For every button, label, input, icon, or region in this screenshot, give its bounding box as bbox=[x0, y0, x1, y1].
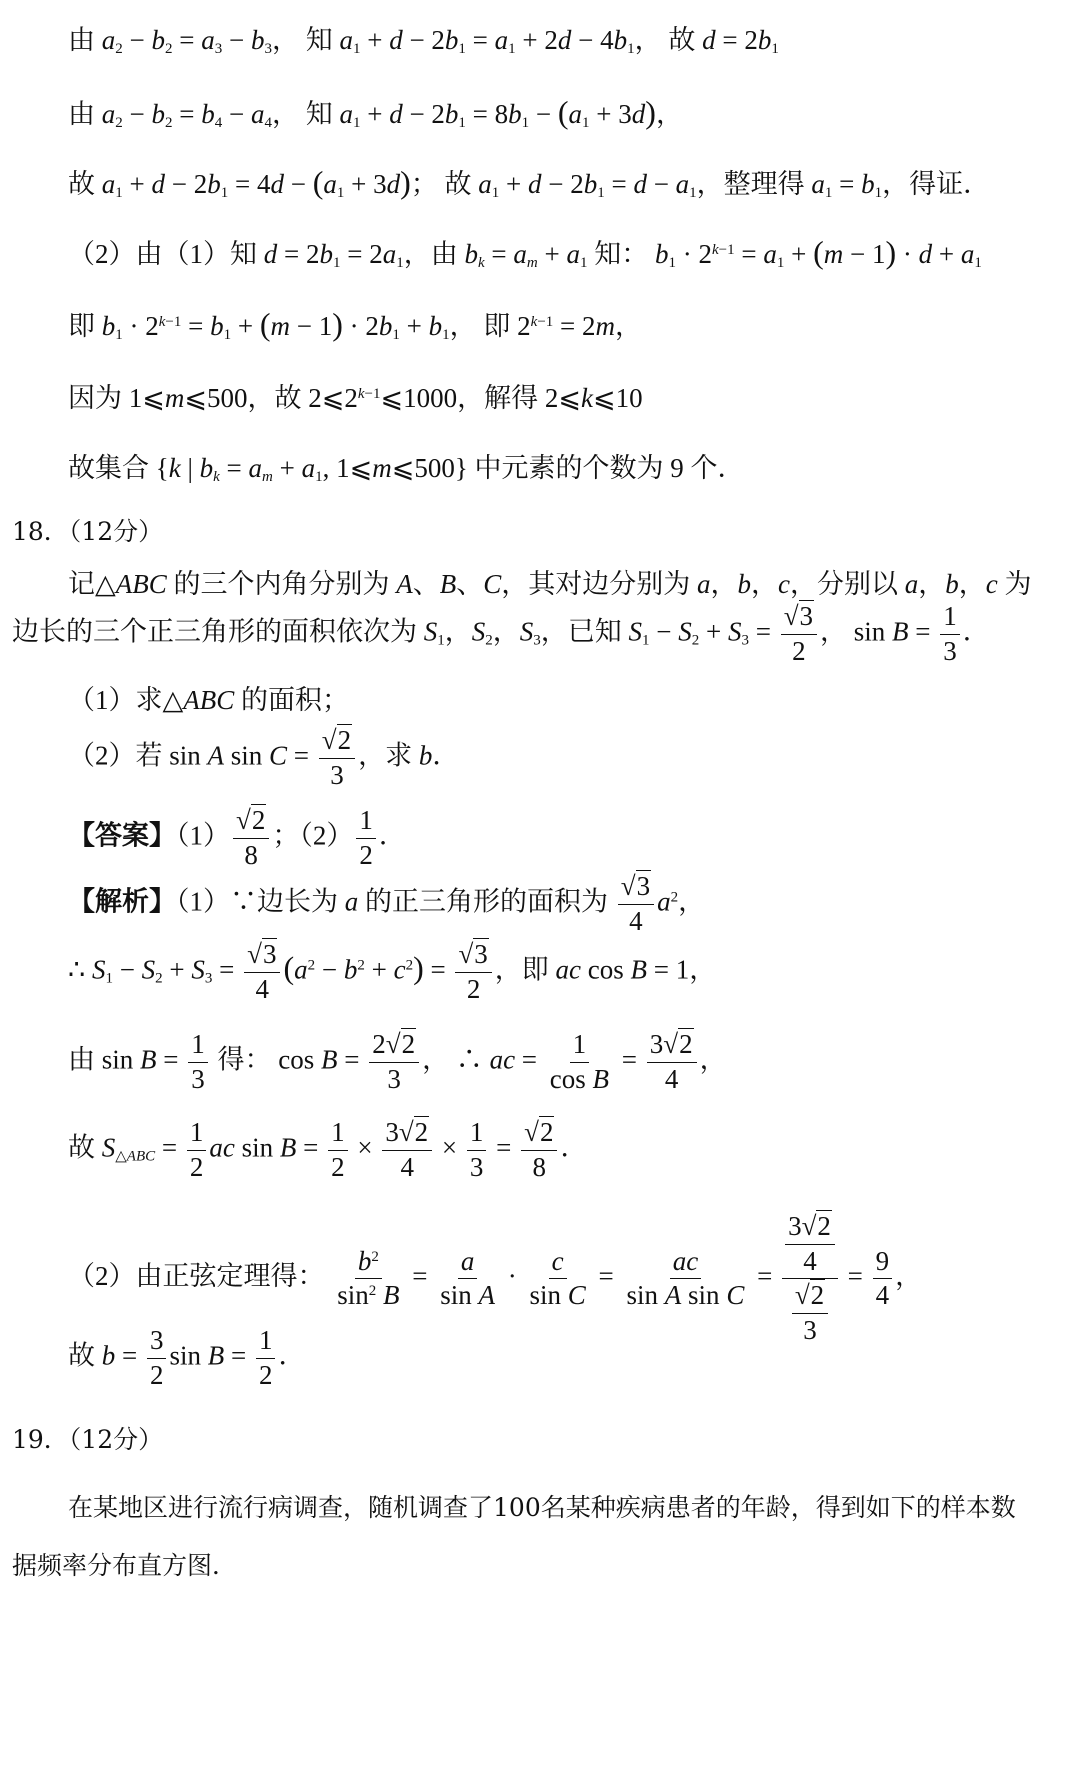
question-19-header: 19．（12分） bbox=[12, 1425, 164, 1454]
solution-18-line-2: ∴ $S_1 - S_2 + S_3$ = $\frac{√3}{4}$ $(a^2 - b^2 + c^2)$ = $\frac{√3}{2}$ ，即 ac cos B = 1， bbox=[68, 939, 717, 1004]
solution-18-line-4: 故 $S_{\triangle ABC}$ = $\frac{1}{2}$ ac sin B = $\frac{1}{2}$ × $\frac{3√2}{4}$ × $\frac{1}{3}$ = $\frac{√2}{8}$ ． bbox=[68, 1117, 588, 1182]
problem-18-statement-2: 边长的三个正三角形的面积依次为 $S_1$，$S_2$，$S_3$，已知 $S_1 - S_2 + S_3$ = $\frac{√3}{2}$ ， sin B = $\frac{1}{3}$ ． bbox=[12, 601, 990, 666]
solution-18-line-3: 由 sin B = $\frac{1}{3}$ 得： cos B = $\frac{2√2}{3}$ ， ∴ ac = $\frac{1}{\text{cos B}}$ = $\frac{3√2}{4}$ ， bbox=[68, 1029, 727, 1094]
proof-line-1: 由 $a_2 - b_2 = a_3 - b_3$， 知 $a_1 + d - 2b_1 = a_1 + 2d - 4b_1$， 故 $d = 2b_1$ bbox=[68, 25, 779, 57]
problem-18-part-1: （1）求△ABC 的面积； bbox=[68, 685, 350, 715]
question-18-header: 18．（12分） bbox=[12, 517, 164, 546]
proof-line-2: 由 $a_2 - b_2 = b_4 - a_4$， 知 $a_1 + d - 2b_1 = 8b_1 - (a_1 + 3d)$， bbox=[68, 94, 683, 131]
proof-line-7: 故集合 {k | $b_k = a_m + a_1$, 1⩽m⩽500} 中元素的个数为 9 个． bbox=[68, 453, 745, 485]
problem-19-statement-1: 在某地区进行流行病调查，随机调查了100名某种疾病患者的年龄，得到如下的样本数 bbox=[68, 1493, 1016, 1522]
proof-line-5: 即 $b_1 \cdot 2^{k-1} = b_1 + (m - 1) \cdot 2b_1 + b_1$， 即 $2^{k-1} = 2m$， bbox=[68, 306, 643, 343]
problem-19-statement-2: 据频率分布直方图． bbox=[12, 1551, 238, 1580]
solution-18-line-5: （2）由正弦定理得： $\frac{b^2}{\sin^2 B}$ = $\frac{a}{\text{sin A}}$ · $\frac{c}{\text{sin C}}$ = $\frac{ac}{\text{sin A sin C}}$ = $\frac{\frac{3√2}{4}}{\frac{√2}{3}}$ = $\frac{9}{4}$ ， bbox=[68, 1211, 923, 1346]
solution-18-line-6: 故 b = $\frac{3}{2}$ sin B = $\frac{1}{2}$ ． bbox=[68, 1325, 306, 1390]
problem-18-statement-1: 记△ABC 的三个内角分别为 A、B、C，其对边分别为 a，b，c，分别以 a，b，c 为 bbox=[68, 569, 1032, 599]
solution-18-line-1: 【解析】（1）∵边长为 a 的正三角形的面积为 $\frac{√3}{4}$ $a^2$， bbox=[68, 871, 706, 936]
proof-line-6: 因为 1⩽m⩽500，故 $2⩽2^{k-1}⩽1000$，解得 2⩽k⩽10 bbox=[68, 383, 643, 413]
answer-18: 【答案】（1） $\frac{√2}{8}$ ；（2） $\frac{1}{2}$ ． bbox=[68, 805, 406, 870]
proof-line-4: （2）由（1）知 $d = 2b_1 = 2a_1$，由 $b_k = a_m + a_1$ 知： $b_1 \cdot 2^{k-1} = a_1 + (m - 1) \cdot d + a_1$ bbox=[68, 234, 982, 271]
problem-18-part-2: （2）若 sin A sin C = $\frac{√2}{3}$ ，求 b． bbox=[68, 725, 460, 790]
proof-line-3: 故 $a_1 + d - 2b_1 = 4d - (a_1 + 3d)$； 故 $a_1 + d - 2b_1 = d - a_1$，整理得 $a_1 = b_1$，得证． bbox=[68, 164, 991, 201]
